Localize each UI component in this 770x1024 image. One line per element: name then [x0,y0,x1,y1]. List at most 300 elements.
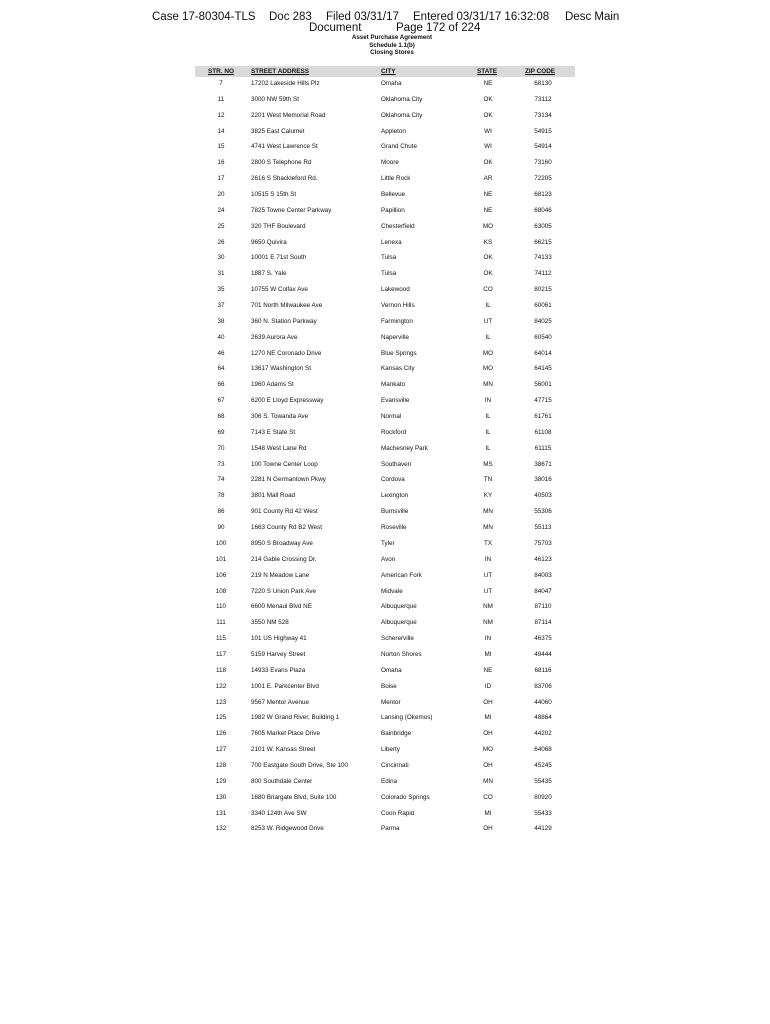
street-address-cell: 1680 Briargate Blvd, Suite 100 [251,793,337,801]
str-no-cell: 126 [215,730,227,738]
zip-code-cell: 38016 [534,476,552,484]
state-cell: KY [483,492,493,500]
zip-code-cell: 45245 [534,761,552,769]
str-no-cell: 101 [215,555,227,563]
state-cell: WI [484,143,492,151]
city-cell: Chesterfield [381,222,415,230]
street-address-cell: 17202 Lakeside Hills Plz [251,80,320,87]
state-cell: ID [484,682,492,690]
zip-code-cell: 64068 [534,746,552,754]
state-cell: OH [483,698,493,706]
str-no-cell: 38 [217,317,225,325]
table-row [195,300,575,316]
str-no-cell: 17 [217,175,225,183]
state-cell: OH [483,761,493,769]
zip-code-cell: 73112 [534,95,552,103]
zip-code-cell: 64145 [534,365,552,373]
entered-date: Entered 03/31/17 16:32:08 [413,11,550,23]
zip-code-cell: 80920 [534,793,552,801]
str-no-cell: 15 [217,143,225,151]
schedule-titles [0,34,770,57]
state-cell: MN [483,508,493,516]
city-cell: Roseville [381,524,407,532]
header-str-no: STR. NO [208,68,234,75]
table-row [195,379,575,395]
zip-code-cell: 68123 [534,191,552,199]
zip-code-cell: 49444 [534,650,552,658]
city-cell: Evansville [381,397,410,405]
city-cell: Machesney Park [381,444,428,452]
zip-code-cell: 63005 [534,222,552,230]
street-address-cell: 1663 County Rd B2 West [251,524,322,532]
state-cell: MS [483,460,493,468]
table-row [195,728,575,744]
street-address-cell: 8950 S Broadway Ave [251,539,313,547]
zip-code-cell: 80215 [534,286,552,294]
city-cell: Mentor [381,698,401,706]
zip-code-cell: 44060 [534,698,552,706]
str-no-cell: 14 [217,127,225,135]
state-cell: MN [483,524,493,532]
str-no-cell: 122 [215,682,227,690]
street-address-cell: 7825 Towne Center Parkway [251,206,332,214]
zip-code-cell: 87110 [534,603,552,611]
state-cell: NM [483,619,493,627]
table-row [195,601,575,617]
str-no-cell: 90 [217,524,225,532]
table-row [195,490,575,506]
table-row [195,823,575,839]
state-cell: MO [482,365,494,373]
state-cell: OK [483,254,493,262]
city-cell: Southaven [381,460,412,468]
zip-code-cell: 87114 [534,619,552,627]
street-address-cell: 1270 NE Coronado Drive [251,349,322,357]
street-address-cell: 13617 Washington St [251,365,311,373]
city-cell: Omaha [381,80,402,87]
zip-code-cell: 66215 [534,238,552,246]
zip-code-cell: 64014 [534,349,552,357]
table-row [195,411,575,427]
zip-code-cell: 74133 [534,254,552,262]
street-address-cell: 3801 Mall Road [251,492,296,500]
zip-code-cell: 60061 [534,302,552,310]
state-cell: IL [485,444,491,452]
zip-code-cell: 56001 [534,381,552,389]
city-cell: Mankato [381,381,406,389]
table-row [195,506,575,522]
zip-code-cell: 72205 [534,175,552,183]
zip-code-cell: 68046 [534,206,552,214]
state-cell: MI [484,650,492,658]
state-cell: OK [483,159,493,167]
zip-code-cell: 54915 [534,127,552,135]
city-cell: Omaha [381,666,402,674]
table-row [195,157,575,173]
street-address-cell: 1887 S. Yale [251,270,287,278]
zip-code-cell: 54914 [534,143,552,151]
header-state: STATE [477,68,497,75]
street-address-cell: 701 North Milwaukee Ave [251,302,323,310]
table-row [195,173,575,189]
table-row [195,744,575,760]
str-no-cell: 74 [217,476,225,484]
str-no-cell: 66 [217,381,225,389]
table-row [195,712,575,728]
state-cell: KS [483,238,493,246]
str-no-cell: 123 [215,698,227,706]
table-row [195,348,575,364]
city-cell: Lenexa [381,238,402,246]
zip-code-cell: 46375 [534,635,552,643]
table-row [195,808,575,824]
street-address-cell: 9567 Mentor Avenue [251,698,309,706]
header-zip-code: ZIP CODE [525,68,556,75]
street-address-cell: 101 US Highway 41 [251,635,307,643]
street-address-cell: 8253 W. Ridgewood Drive [251,825,324,833]
city-cell: Papillion [381,206,405,214]
street-address-cell: 1548 West Lane Rd [251,444,307,452]
state-cell: IL [485,428,491,436]
street-address-cell: 100 Towne Center Loop [251,460,318,468]
street-address-cell: 214 Gable Crossing Dr. [251,555,317,563]
state-cell: AR [483,175,493,183]
str-no-cell: 117 [215,650,227,658]
str-no-cell: 78 [217,492,225,500]
street-address-cell: 901 County Rd 42 West [251,508,318,516]
schedule-title: Schedule 1.1(b) [369,41,415,49]
table-row [195,189,575,205]
zip-code-cell: 68116 [534,666,552,674]
city-cell: Albuquerque [381,603,417,611]
city-cell: Schererville [381,635,414,643]
str-no-cell: 127 [215,746,227,754]
agreement-title: Asset Purchase Agreement [351,34,433,41]
page-number: Page 172 of 224 [396,22,481,34]
state-cell: NE [483,80,493,87]
str-no-cell: 125 [215,714,227,722]
str-no-cell: 70 [217,444,225,452]
city-cell: Liberty [381,746,400,754]
city-cell: Edina [381,777,398,785]
header-street-address: STREET ADDRESS [251,68,309,75]
city-cell: Oklahoma City [381,111,423,119]
city-cell: Lexington [381,492,409,500]
city-cell: Tyler [381,539,395,547]
table-row [195,237,575,253]
table-row [195,554,575,570]
zip-code-cell: 84003 [534,571,552,579]
street-address-cell: 5159 Harvey Street [251,650,306,658]
city-cell: Midvale [381,587,403,595]
city-cell: Tulsa [381,254,397,262]
street-address-cell: 6600 Menaul Blvd NE [251,603,312,611]
state-cell: OH [483,730,493,738]
str-no-cell: 20 [217,191,225,199]
street-address-cell: 1982 W Grand River, Building 1 [251,714,340,722]
street-address-cell: 700 Eastgate South Drive, Ste 100 [251,761,348,769]
str-no-cell: 108 [215,587,227,595]
state-cell: IN [484,635,492,643]
str-no-cell: 131 [215,809,227,817]
state-cell: MN [483,381,493,389]
str-no-cell: 69 [217,428,225,436]
city-cell: Kansas City [381,365,415,373]
str-no-cell: 106 [215,571,227,579]
state-cell: TX [483,539,493,547]
state-cell: IN [484,555,492,563]
street-address-cell: 1001 E. Parkcenter Blvd [251,682,319,690]
street-address-cell: 3000 NW 59th St [251,95,299,103]
table-row [195,474,575,490]
str-no-cell: 67 [217,397,225,405]
state-cell: IL [485,333,491,341]
street-address-cell: 6200 E Lloyd Expressway [251,397,324,405]
city-cell: Blue Springs [381,349,417,357]
zip-code-cell: 44129 [534,825,552,833]
zip-code-cell: 55435 [534,777,552,785]
city-cell: Moore [381,159,399,167]
zip-code-cell: 60540 [534,333,552,341]
table-row [195,395,575,411]
str-no-cell: 73 [217,460,225,468]
str-no-cell: 86 [217,508,225,516]
zip-code-cell: 61108 [534,428,552,436]
city-cell: Colorado Springs [381,793,430,801]
state-cell: UT [483,317,493,325]
state-cell: MO [482,222,494,230]
street-address-cell: 306 S. Towanda Ave [251,413,309,421]
city-cell: Boise [381,682,397,690]
zip-code-cell: 84025 [534,317,552,325]
street-address-cell: 7220 S Union Park Ave [251,587,316,595]
state-cell: WI [484,127,492,135]
state-cell: OH [483,825,493,833]
street-address-cell: 3550 NM 528 [251,619,289,627]
zip-code-cell: 83706 [534,682,552,690]
str-no-cell: 25 [217,222,225,230]
street-address-cell: 3825 East Calumet [251,127,305,135]
str-no-cell: 118 [215,666,227,674]
state-cell: NM [483,603,493,611]
state-cell: IN [484,397,492,405]
street-address-cell: 219 N Meadow Lane [251,571,310,579]
street-address-cell: 2616 S Shackleford Rd. [251,175,318,183]
table-row [195,665,575,681]
city-cell: Norton Shores [381,650,422,658]
zip-code-cell: 61761 [534,413,552,421]
street-address-cell: 14933 Evans Plaza [251,666,306,674]
zip-code-cell: 75703 [534,539,552,547]
str-no-cell: 26 [217,238,225,246]
state-cell: CO [483,286,493,294]
table-row [195,363,575,379]
str-no-cell: 30 [217,254,225,262]
str-no-cell: 37 [217,302,225,310]
table-row [195,617,575,633]
city-cell: Albuquerque [381,619,417,627]
state-cell: MO [482,746,494,754]
street-address-cell: 1960 Adams St [251,381,294,389]
str-no-cell: 12 [217,111,225,119]
case-number: Case 17-80304-TLS [152,11,256,23]
str-no-cell: 24 [217,206,225,214]
zip-code-cell: 44202 [534,730,552,738]
city-cell: Cordova [381,476,405,484]
table-row [195,78,575,94]
table-header [195,66,575,77]
state-cell: IL [485,413,491,421]
city-cell: Naperville [381,333,409,341]
table-row [195,110,575,126]
str-no-cell: 110 [215,603,227,611]
street-address-cell: 2639 Aurora Ave [251,333,298,341]
table-row [195,126,575,142]
city-cell: Bellevue [381,191,406,199]
zip-code-cell: 40503 [534,492,552,500]
state-cell: MN [483,777,493,785]
header-city: CITY [381,68,396,75]
state-cell: OK [483,95,493,103]
state-cell: UT [483,587,493,595]
zip-code-cell: 61115 [534,444,552,452]
table-row [195,443,575,459]
table-row [195,268,575,284]
city-cell: Little Rock [381,175,411,183]
table-row [195,332,575,348]
street-address-cell: 7143 E State St [251,428,296,436]
table-row [195,681,575,697]
street-address-cell: 4741 West Lawrence St [251,143,318,151]
document-label: Document [309,22,362,34]
city-cell: Lansing (Okemos) [381,714,433,722]
city-cell: Appleton [381,127,406,135]
zip-code-cell: 73160 [534,159,552,167]
desc-main: Desc Main [565,11,620,23]
street-address-cell: 2281 N Germantown Pkwy [251,476,326,484]
str-no-cell: 46 [217,349,225,357]
zip-code-cell: 48864 [534,714,552,722]
str-no-cell: 64 [217,365,225,373]
street-address-cell: 320 THF Boulevard [251,222,306,230]
city-cell: Farmington [381,317,413,325]
table-row [195,586,575,602]
state-cell: NE [483,191,493,199]
table-row [195,792,575,808]
street-address-cell: 360 N. Station Parkway [251,317,317,325]
table-row [195,316,575,332]
str-no-cell: 129 [215,777,227,785]
filed-date: Filed 03/31/17 [326,11,399,23]
str-no-cell: 35 [217,286,225,294]
str-no-cell: 68 [217,413,225,421]
str-no-cell: 111 [216,619,226,627]
str-no-cell: 128 [215,761,227,769]
str-no-cell: 100 [215,539,227,547]
table-row [195,522,575,538]
table-row [195,633,575,649]
table-row [195,94,575,110]
zip-code-cell: 55113 [534,524,552,532]
street-address-cell: 2201 West Memorial Road [251,111,326,119]
city-cell: Parma [381,825,400,833]
state-cell: CO [483,793,493,801]
city-cell: Bainbridge [381,730,412,738]
zip-code-cell: 68130 [534,80,552,87]
table-row [195,538,575,554]
table-row [195,284,575,300]
city-cell: Lakewood [381,286,410,294]
str-no-cell: 115 [215,635,227,643]
doc-number: Doc 283 [269,11,312,23]
state-cell: OK [483,270,493,278]
str-no-cell: 130 [215,793,227,801]
zip-code-cell: 73134 [534,111,552,119]
city-cell: Rockford [381,428,407,436]
state-cell: UT [483,571,493,579]
closing-stores-title: Closing Stores [370,49,414,57]
str-no-cell: 31 [217,270,225,278]
table-row [195,760,575,776]
table-row [195,776,575,792]
stores-table-body [195,78,575,839]
str-no-cell: 11 [217,95,225,103]
zip-code-cell: 55433 [534,809,552,817]
street-address-cell: 10755 W Colfax Ave [251,286,308,294]
street-address-cell: 9650 Quivira [251,238,287,246]
city-cell: Normal [381,413,402,421]
city-cell: Grand Chute [381,143,418,151]
street-address-cell: 2800 S Telephone Rd [251,159,312,167]
table-row [195,221,575,237]
str-no-cell: 16 [217,159,225,167]
table-row [195,252,575,268]
zip-code-cell: 46123 [534,555,552,563]
table-row [195,459,575,475]
street-address-cell: 800 Southdale Center [251,777,313,785]
state-cell: OK [483,111,493,119]
state-cell: MO [482,349,494,357]
city-cell: Oklahoma City [381,95,423,103]
zip-code-cell: 47715 [534,397,552,405]
str-no-cell: 132 [215,825,227,833]
str-no-cell: 7 [219,80,223,87]
city-cell: American Fork [381,571,422,579]
zip-code-cell: 38671 [534,460,552,468]
city-cell: Tulsa [381,270,397,278]
table-row [195,649,575,665]
str-no-cell: 40 [217,333,225,341]
street-address-cell: 10001 E 71st South [251,254,307,262]
state-cell: MI [484,714,492,722]
city-cell: Vernon Hills [381,302,415,310]
street-address-cell: 7605 Market Place Drive [251,730,320,738]
table-row [195,427,575,443]
city-cell: Burnsville [381,508,409,516]
zip-code-cell: 74112 [534,270,552,278]
table-row [195,141,575,157]
city-cell: Coon Rapid [381,809,415,817]
zip-code-cell: 55306 [534,508,552,516]
city-cell: Avon [381,555,396,563]
table-row [195,205,575,221]
street-address-cell: 2101 W. Kansas Street [251,746,316,754]
state-cell: MI [484,809,492,817]
zip-code-cell: 84047 [534,587,552,595]
street-address-cell: 3340 124th Ave SW [251,809,307,817]
table-row [195,697,575,713]
state-cell: NE [483,206,493,214]
